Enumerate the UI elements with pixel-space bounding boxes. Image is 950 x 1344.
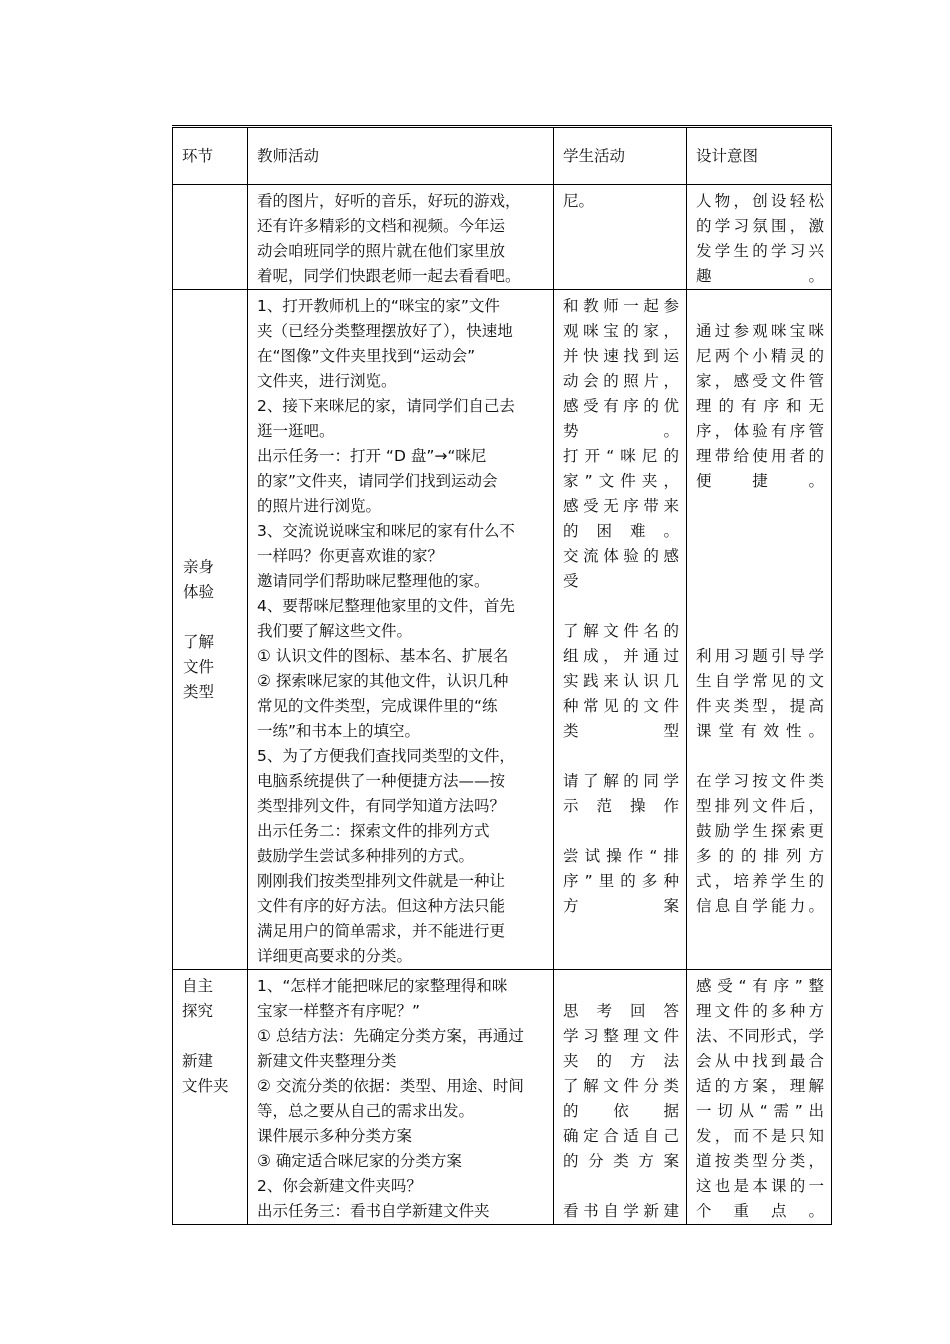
cell-text-line: 法、不同形式，学 <box>696 1027 824 1045</box>
cell-text-line: 2、接下来咪尼的家，请同学们自己去 <box>257 397 515 415</box>
cell-text-line: 宝家一样整齐有序呢？” <box>257 1002 421 1020</box>
cell-text-line: 的家”文件夹，请同学们找到运动会 <box>257 472 498 490</box>
cell-text-line: 在“图像”文件夹里找到“运动会” <box>257 347 476 365</box>
cell-text-line: 生自学常见的文 <box>696 672 824 690</box>
cell-text-line: 方案 <box>563 897 679 915</box>
cell-text-line: 在学习按文件类 <box>696 772 824 790</box>
cell-text-line: ② 探索咪尼家的其他文件，认识几种 <box>257 672 509 690</box>
student-activity-cell <box>554 970 687 1225</box>
cell-text-line: 课件展示多种分类方案 <box>257 1127 413 1145</box>
cell-text-line: 1、“怎样才能把咪尼的家整理得和咪 <box>257 977 508 995</box>
cell-text-line: 满足用户的简单需求，并不能进行更 <box>257 922 506 940</box>
cell-text-line: 出示任务二：探索文件的排列方式 <box>257 822 490 840</box>
blank-line <box>563 594 679 619</box>
header-student-activity: 学生活动 <box>554 127 687 185</box>
cell-text-line: 文件夹，进行浏览。 <box>257 372 397 390</box>
cell-text-line: 观咪宝的家， <box>563 322 679 340</box>
cell-text-line: 尝试操作“排 <box>563 847 679 865</box>
cell-text-line: 型排列文件后， <box>696 797 824 815</box>
cell-text-line: 了解文件名的 <box>563 622 679 640</box>
cell-text-line: 还有许多精彩的文档和视频。今年运 <box>257 217 506 235</box>
cell-text-line: 自主 <box>182 977 214 995</box>
cell-text-line: 4、要帮咪尼整理他家里的文件，首先 <box>257 597 515 615</box>
lesson-plan-table <box>172 125 832 1225</box>
cell-text-line: 3、交流说说咪宝和咪尼的家有什么不 <box>257 522 515 540</box>
cell-text-line: 动会的照片， <box>563 372 679 390</box>
cell-text-line: 序，体验有序管 <box>696 422 824 440</box>
cell-text-line: 类型 <box>563 722 679 740</box>
header-teacher-activity: 教师活动 <box>248 127 554 185</box>
cell-text-line: 亲身 <box>183 557 215 576</box>
student-activity-cell <box>554 290 687 970</box>
cell-text-line: 发，而不是只知 <box>696 1127 824 1145</box>
cell-text-line: 我们要了解这些文件。 <box>257 622 413 640</box>
design-intent-cell <box>687 970 832 1225</box>
cell-text-line: 尼两个小精灵的 <box>696 347 824 365</box>
blank-line <box>563 744 679 769</box>
cell-text-line: 出示任务一：打开 “D 盘”→“咪尼 <box>257 447 487 465</box>
cell-text-line: 看书自学新建 <box>563 1202 679 1220</box>
cell-text-line: 文件有序的好方法。但这种方法只能 <box>257 897 506 915</box>
cell-text-line: 的学习氛围，激 <box>696 217 824 235</box>
student-activity-cell <box>554 185 687 290</box>
blank-line <box>696 569 824 594</box>
cell-text-line: 人物，创设轻松 <box>696 192 824 210</box>
blank-line <box>183 605 240 630</box>
stage-cell <box>173 185 248 290</box>
cell-text-line: 电脑系统提供了一种便捷方法——按 <box>257 772 506 790</box>
cell-text-line: 逛一逛吧。 <box>257 422 335 440</box>
cell-text-line: 鼓励学生尝试多种排列的方式。 <box>257 847 475 865</box>
cell-text-line: 一样吗？你更喜欢谁的家？ <box>257 547 444 565</box>
cell-text-line: 邀请同学们帮助咪尼整理他的家。 <box>257 572 490 590</box>
cell-text-line: 家”文件夹， <box>563 472 679 490</box>
cell-text-line: 的困难。 <box>563 522 679 540</box>
cell-text-line: 序”里的多种 <box>563 872 679 890</box>
teacher-activity-cell <box>248 970 554 1225</box>
cell-text-line: 动会咱班同学的照片就在他们家里放 <box>257 242 506 260</box>
cell-text-line: 一练”和书本上的填空。 <box>257 722 421 740</box>
cell-text-line: 文件夹 <box>182 1077 229 1095</box>
cell-text-line: 出示任务三：看书自学新建文件夹 <box>257 1202 490 1220</box>
cell-text-line: ② 交流分类的依据：类型、用途、时间 <box>257 1077 524 1095</box>
header-stage: 环节 <box>173 127 248 185</box>
stage-cell <box>173 290 248 970</box>
table-row <box>173 185 832 290</box>
cell-text-line: 适的方案，理解 <box>696 1077 824 1095</box>
cell-text-line: 受 <box>563 572 579 590</box>
cell-text-line: 类型排列文件，有同学知道方法吗？ <box>257 797 506 815</box>
cell-text-line: 了解文件分类 <box>563 1077 679 1095</box>
cell-text-line: 发学生的学习兴 <box>696 242 824 260</box>
cell-text-line: 常见的文件类型，完成课件里的“练 <box>257 697 498 715</box>
cell-text-line: 着呢，同学们快跟老师一起去看看吧。 <box>257 267 521 285</box>
cell-text-line: 夹（已经分类整理摆放好了），快速地 <box>257 322 513 340</box>
table-row <box>173 970 832 1225</box>
blank-line <box>696 519 824 544</box>
cell-text-line: 和教师一起参 <box>563 297 679 315</box>
cell-text-line: ① 认识文件的图标、基本名、扩展名 <box>257 647 509 665</box>
cell-text-line: ③ 确定适合咪尼家的分类方案 <box>257 1152 462 1170</box>
cell-text-line: 家，感受文件管 <box>696 372 824 390</box>
cell-text-line: 组成，并通过 <box>563 647 679 665</box>
cell-text-line: 确定合适自己 <box>563 1127 679 1145</box>
cell-text-line: 类型 <box>183 682 215 701</box>
blank-line <box>563 819 679 844</box>
cell-text-line: 5、为了方便我们查找同类型的文件， <box>257 747 515 765</box>
cell-text-line: ① 总结方法：先确定分类方案，再通过 <box>257 1027 524 1045</box>
blank-line <box>563 974 679 999</box>
cell-text-line: 详细更高要求的分类。 <box>257 947 413 965</box>
cell-text-line: 的照片进行浏览。 <box>257 497 382 515</box>
cell-text-line: 一切从“需”出 <box>696 1102 824 1120</box>
cell-text-line: 新建文件夹整理分类 <box>257 1052 397 1070</box>
blank-line <box>696 619 824 644</box>
cell-text-line: 感受无序带来 <box>563 497 679 515</box>
cell-text-line: 的分类方案 <box>563 1152 679 1170</box>
cell-text-line: 信息自学能力。 <box>696 897 824 915</box>
blank-line <box>696 544 824 569</box>
cell-text-line: 等，总之要从自己的需求出发。 <box>257 1102 475 1120</box>
blank-line <box>696 744 824 769</box>
cell-text-line: 种常见的文件 <box>563 697 679 715</box>
design-intent-cell <box>687 290 832 970</box>
cell-text-line: 请了解的同学 <box>563 772 679 790</box>
blank-line <box>696 294 824 319</box>
stage-cell <box>173 970 248 1225</box>
cell-text-line: 势。 <box>563 422 679 440</box>
blank-line <box>182 1024 240 1049</box>
cell-text-line: 会从中找到最合 <box>696 1052 824 1070</box>
design-intent-cell <box>687 185 832 290</box>
blank-line <box>696 494 824 519</box>
cell-text-line: 看的图片，好听的音乐，好玩的游戏， <box>257 192 521 210</box>
cell-text-line: 趣。 <box>696 267 824 285</box>
teacher-activity-cell <box>248 185 554 290</box>
blank-line <box>696 594 824 619</box>
cell-text-line: 交流体验的感 <box>563 547 679 565</box>
cell-text-line: 便捷。 <box>696 472 824 490</box>
cell-text-line: 尼。 <box>563 192 595 210</box>
cell-text-line: 利用习题引导学 <box>696 647 824 665</box>
cell-text-line: 了解 <box>183 632 215 651</box>
cell-text-line: 的依据 <box>563 1102 679 1120</box>
cell-text-line: 刚刚我们按类型排列文件就是一种让 <box>257 872 506 890</box>
cell-text-line: 感受有序的优 <box>563 397 679 415</box>
cell-text-line: 思考回答 <box>563 1002 679 1020</box>
cell-text-line: 这也是本课的一 <box>696 1177 824 1195</box>
cell-text-line: 文件 <box>183 657 215 676</box>
table-header-row <box>173 127 832 185</box>
cell-text-line: 2、你会新建文件夹吗？ <box>257 1177 422 1195</box>
cell-text-line: 个重点。 <box>696 1202 824 1220</box>
cell-text-line: 课堂有效性。 <box>696 722 824 740</box>
cell-text-line: 式，培养学生的 <box>696 872 824 890</box>
cell-text-line: 学习整理文件 <box>563 1027 679 1045</box>
teacher-activity-cell <box>248 290 554 970</box>
cell-text-line: 1、打开教师机上的“咪宝的家”文件 <box>257 297 500 315</box>
cell-text-line: 夹的方法 <box>563 1052 679 1070</box>
cell-text-line: 打开“咪尼的 <box>563 447 679 465</box>
cell-text-line: 通过参观咪宝咪 <box>696 322 824 340</box>
blank-line <box>563 1174 679 1199</box>
cell-text-line: 实践来认识几 <box>563 672 679 690</box>
cell-text-line: 理带给使用者的 <box>696 447 824 465</box>
cell-text-line: 理的有序和无 <box>696 397 824 415</box>
cell-text-line: 体验 <box>183 582 215 601</box>
cell-text-line: 件夹类型，提高 <box>696 697 824 715</box>
cell-text-line: 新建 <box>182 1052 214 1070</box>
cell-text-line: 理文件的多种方 <box>696 1002 824 1020</box>
cell-text-line: 多的的排列方 <box>696 847 824 865</box>
cell-text-line: 并快速找到运 <box>563 347 679 365</box>
cell-text-line: 探究 <box>182 1002 214 1020</box>
cell-text-line: 示范操作 <box>563 797 679 815</box>
cell-text-line: 道按类型分类， <box>696 1152 824 1170</box>
table-row <box>173 290 832 970</box>
header-design-intent: 设计意图 <box>687 127 832 185</box>
cell-text-line: 感受“有序”整 <box>696 977 824 995</box>
cell-text-line: 鼓励学生探索更 <box>696 822 824 840</box>
